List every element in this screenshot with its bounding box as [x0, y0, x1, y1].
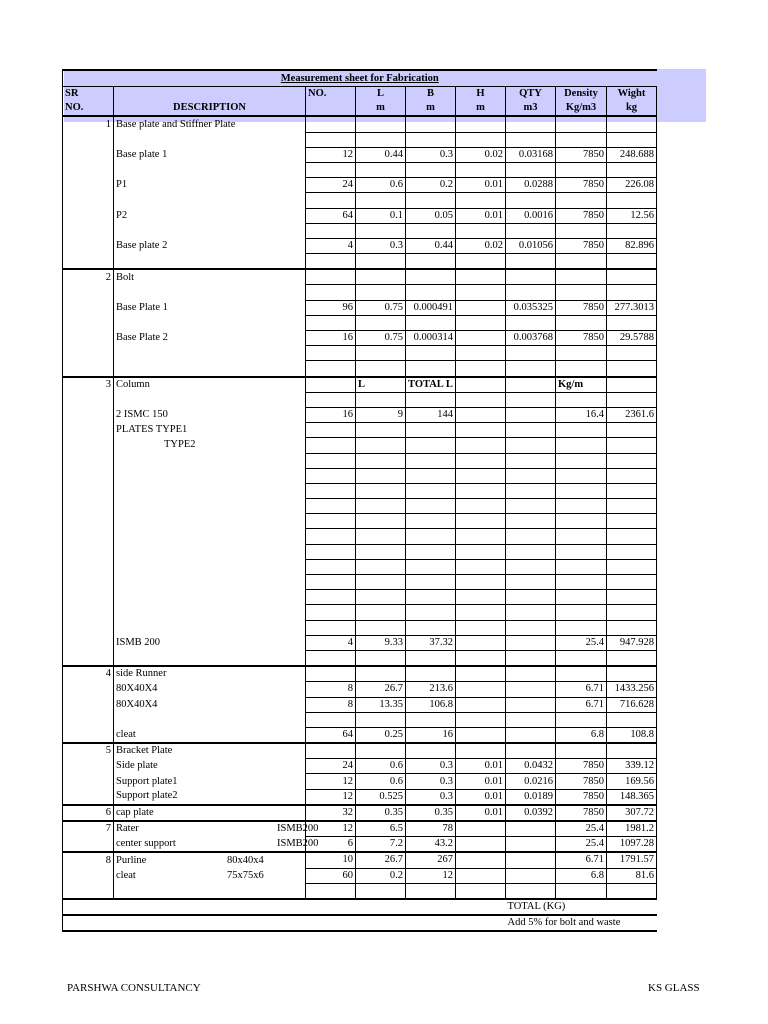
section-8-row-1: 8 Purline 80x40x4 10 26.7 267 6.71 1791.57 [63, 852, 657, 868]
table-row: 2 ISMC 150 16 9 144 16.4 2361.6 [63, 407, 657, 422]
section-title: Bolt [114, 269, 306, 285]
section-title: Bracket Plate [114, 743, 306, 759]
header-sr: SR [63, 87, 114, 102]
col-kgm-label: Kg/m [556, 377, 607, 393]
section-1-title-row [63, 116, 657, 132]
table-row: Base Plate 1 96 0.75 0.000491 0.035325 7850 277.3013 [63, 300, 657, 315]
waste-row [63, 915, 657, 931]
table-row: Side plate 24 0.6 0.3 0.01 0.0432 7850 339.12 [63, 759, 657, 774]
total-row [63, 899, 657, 915]
header-l: L [356, 87, 406, 102]
section-7-row-2: center support ISMB200 6 7.2 43.2 25.4 1097.28 [63, 837, 657, 853]
unit-qty: m3 [506, 101, 556, 116]
table-row: P2 64 0.1 0.05 0.01 0.0016 7850 12.56 [63, 208, 657, 223]
header-description: DESCRIPTION [114, 101, 306, 116]
header-density: Density [556, 87, 607, 102]
table-row: 80X40X4 8 26.7 213.6 6.71 1433.256 [63, 682, 657, 697]
section-6-row: 6 cap plate 32 0.35 0.35 0.01 0.0392 7850 307.72 [63, 805, 657, 821]
table-row: ISMB 200 4 9.33 37.32 25.4 947.928 [63, 635, 657, 650]
table-row: Base plate 1 12 0.44 0.3 0.02 0.03168 7850 248.688 [63, 147, 657, 162]
table-row: cleat 64 0.25 16 6.8 108.8 [63, 727, 657, 743]
table-row: P1 24 0.6 0.2 0.01 0.0288 7850 226.08 [63, 178, 657, 193]
unit-density: Kg/m3 [556, 101, 607, 116]
sr-number: 5 [63, 743, 114, 759]
header-no-abbr: NO. [63, 101, 114, 116]
sr-number: 6 [63, 805, 114, 821]
header-no: NO. [306, 87, 356, 102]
table-row: Base plate 2 4 0.3 0.44 0.02 0.01056 7850 82.896 [63, 238, 657, 253]
sr-number: 2 [63, 269, 114, 285]
section-title: side Runner [114, 666, 306, 682]
table-row: 80X40X4 8 13.35 106.8 6.71 716.628 [63, 697, 657, 712]
header-qty: QTY [506, 87, 556, 102]
section-3-title-row [63, 377, 657, 393]
plates-type1: PLATES TYPE1 [114, 423, 306, 438]
unit-h: m [456, 101, 506, 116]
section-title: Base plate and Stiffner Plate [114, 116, 306, 132]
measurement-table [62, 69, 657, 932]
section-title: Column [114, 377, 306, 393]
unit-l: m [356, 101, 406, 116]
section-8-row-2: cleat 75x75x6 60 0.2 12 6.8 81.6 [63, 868, 657, 883]
col-l-label: L [356, 377, 406, 393]
header-b: B [406, 87, 456, 102]
section-7-row-1: 7 Rater ISMB200 12 6.5 78 25.4 1981.2 [63, 821, 657, 837]
plates-type2: TYPE2 [114, 438, 306, 453]
unit-weight: kg [607, 101, 657, 116]
footer-company: PARSHWA CONSULTANCY [67, 982, 201, 994]
sr-number: 4 [63, 666, 114, 682]
sr-number: 3 [63, 377, 114, 393]
measurement-sheet [62, 69, 657, 932]
header-weight: Wight [607, 87, 657, 102]
header-row-2 [63, 101, 657, 116]
section-5-title-row [63, 743, 657, 759]
unit-b: m [406, 101, 456, 116]
sr-number: 8 [63, 852, 114, 868]
title-row [63, 70, 657, 87]
footer-client: KS GLASS [648, 982, 700, 994]
section-2-title-row [63, 269, 657, 285]
sr-number: 7 [63, 821, 114, 837]
header-row-1 [63, 87, 657, 102]
col-total-label: TOTAL L [406, 377, 456, 393]
total-label: TOTAL (KG) [506, 899, 657, 915]
table-row: Base Plate 2 16 0.75 0.000314 0.003768 7850 29.5788 [63, 331, 657, 346]
table-row: Support plate1 12 0.6 0.3 0.01 0.0216 7850 169.56 [63, 774, 657, 789]
header-h: H [456, 87, 506, 102]
table-row: Support plate2 12 0.525 0.3 0.01 0.0189 7850 148.365 [63, 789, 657, 805]
sheet-title: Measurement sheet for Fabrication [63, 70, 657, 87]
sr-number: 1 [63, 116, 114, 132]
waste-label: Add 5% for bolt and waste [506, 915, 657, 931]
section-4-title-row [63, 666, 657, 682]
